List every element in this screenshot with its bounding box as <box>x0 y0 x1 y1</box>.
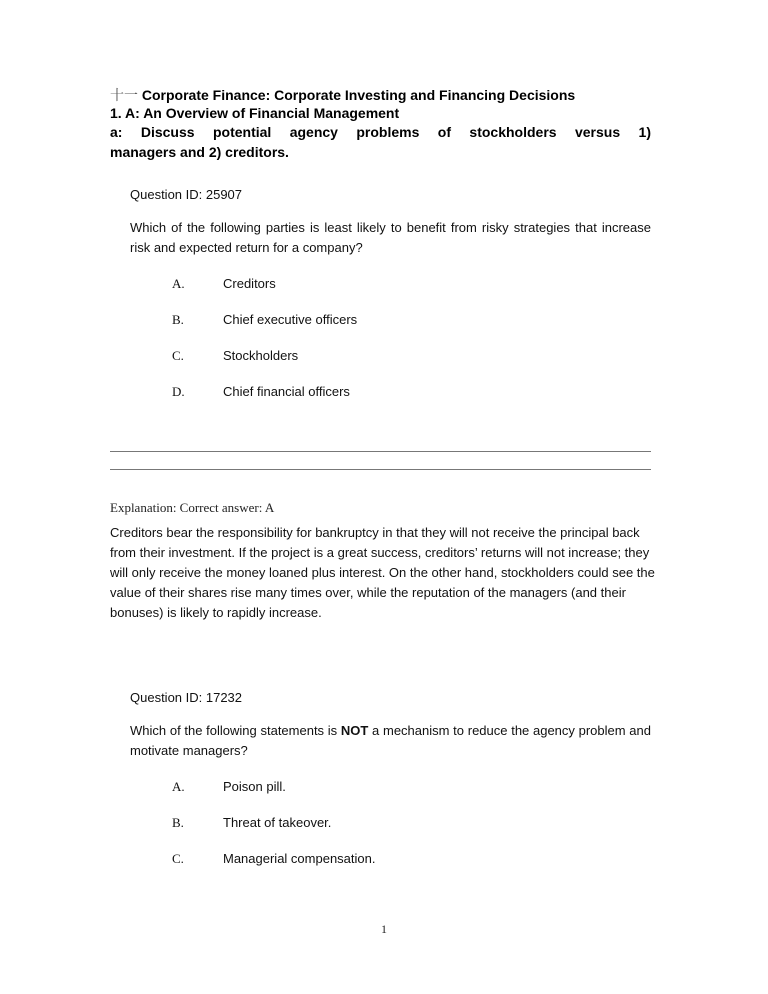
page-number: 1 <box>381 922 387 936</box>
option-text: Stockholders <box>223 348 299 363</box>
option-a <box>172 275 276 293</box>
option-text: Managerial compensation. <box>223 851 376 866</box>
option-letter: C. <box>172 851 184 866</box>
question-emphasis: NOT <box>340 723 369 738</box>
chapter-title <box>110 86 651 105</box>
option-text: Threat of takeover. <box>223 815 332 830</box>
option-letter: A. <box>172 779 185 794</box>
subsection-title-line1: a: Discuss potential agency problems of stockholders versus 1) <box>110 124 651 140</box>
chapter-title-text: Corporate Finance: Corporate Investing and Financing Decisions <box>141 87 576 103</box>
explanation-label: Explanation: Correct answer: A <box>110 500 275 515</box>
chapter-number: 十一 <box>110 88 138 104</box>
option-letter: B. <box>172 815 184 830</box>
question-id: Question ID: 25907 <box>130 187 243 202</box>
option-text: Poison pill. <box>223 779 286 794</box>
option-text: Creditors <box>223 276 276 291</box>
option-letter: A. <box>172 276 185 291</box>
explanation-text: Creditors bear the responsibility for bankruptcy in that they will not receive the principal back from their investment. If the project is a great success, creditors’ returns will not increase; they will only receive the money loaned plus interest. On the other hand, stockholders could see the value of their shares rise many times over, while the reputation of the managers (and their bonuses) is likely to rapidly increase. <box>110 525 655 620</box>
option-letter: C. <box>172 348 184 363</box>
section-title: 1. A: An Overview of Financial Management <box>110 105 400 121</box>
option-b <box>172 814 331 832</box>
option-b <box>172 311 357 329</box>
option-c <box>172 850 375 868</box>
option-c <box>172 347 298 365</box>
divider <box>110 469 651 470</box>
option-text: Chief executive officers <box>223 312 358 327</box>
option-letter: D. <box>172 384 185 399</box>
option-letter: B. <box>172 312 184 327</box>
subsection-title-line2: managers and 2) creditors. <box>110 144 289 160</box>
question-text <box>130 721 651 761</box>
question-text-part: a mechanism to reduce the agency problem and motivate managers? <box>130 723 651 758</box>
question-text-part: Which of the following statements is <box>130 723 341 738</box>
option-a <box>172 778 286 796</box>
question-text: Which of the following parties is least likely to benefit from risky strategies that increase risk and expected return for a company? <box>130 220 651 255</box>
option-d <box>172 383 350 401</box>
question-id: Question ID: 17232 <box>130 690 243 705</box>
option-text: Chief financial officers <box>223 384 350 399</box>
divider <box>110 451 651 452</box>
